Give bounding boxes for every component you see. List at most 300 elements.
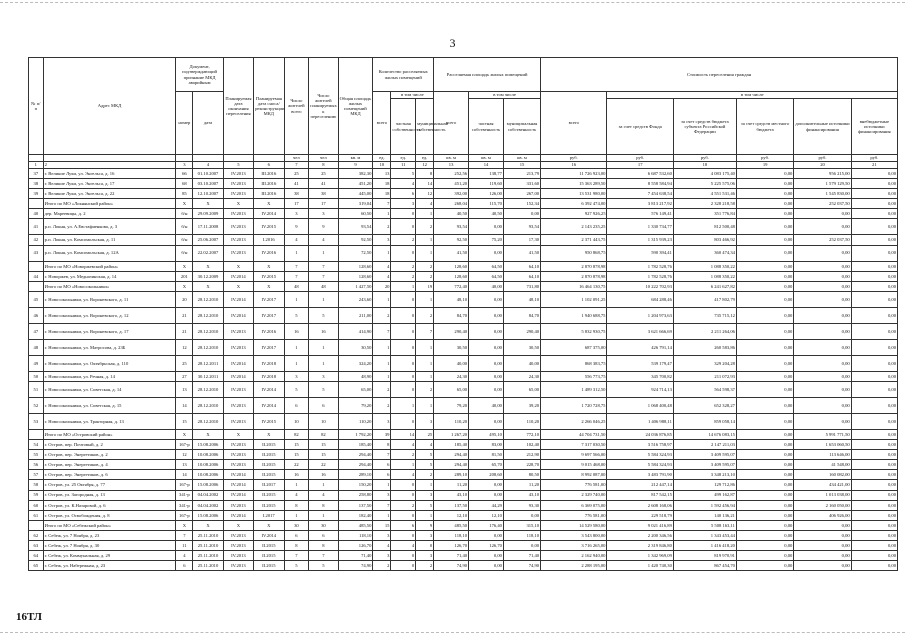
table-row-cell: 0,00 bbox=[851, 490, 897, 500]
table-row-cell: 92,50 bbox=[434, 235, 469, 245]
table-row-cell: 0,00 bbox=[469, 530, 504, 540]
table-row-cell: 128,60 bbox=[338, 261, 373, 271]
table-row-cell: 0,00 bbox=[794, 209, 851, 219]
table-row-cell: 2 bbox=[391, 271, 416, 281]
table-row-cell: 590 394,41 bbox=[607, 245, 673, 261]
table-row-cell: 63 bbox=[29, 540, 44, 550]
table-row-cell: 6 bbox=[284, 397, 309, 413]
table-row-cell: 0,00 bbox=[794, 413, 851, 429]
table-row-cell: г. Великие Луки, ул. Энгельса, д. 16 bbox=[43, 169, 176, 179]
table-row-cell: 22 bbox=[309, 460, 338, 470]
table-row-cell: 0,00 bbox=[736, 551, 793, 561]
table-row-cell: г. Остров, пер. Энергетиков, д. 4 bbox=[43, 460, 176, 470]
table-row-cell: 110,20 bbox=[338, 413, 373, 429]
table-row bbox=[29, 189, 898, 199]
table-row-cell: 1 bbox=[373, 480, 391, 490]
table-row-cell: 1 720 728,75 bbox=[541, 397, 607, 413]
table-row-cell: 01.10.2007 bbox=[193, 169, 223, 179]
table-row-cell: 68 bbox=[176, 179, 193, 189]
table-row-cell: 1 420 740,30 bbox=[607, 561, 673, 571]
table-row-cell: 0 bbox=[391, 381, 416, 397]
table-row-cell: 294,40 bbox=[338, 460, 373, 470]
table-row-cell: 0,00 bbox=[794, 355, 851, 371]
units-row-cell bbox=[29, 155, 44, 162]
table-row-cell: 11,20 bbox=[503, 480, 540, 490]
table-row-cell: 14 bbox=[416, 179, 434, 189]
table-row-cell: 113 646,00 bbox=[794, 450, 851, 460]
table-row-cell: 128,60 bbox=[338, 271, 373, 281]
table-row-cell: 7 bbox=[309, 551, 338, 561]
table-row-cell: 0 bbox=[391, 490, 416, 500]
table-row-cell: IV.2014 bbox=[254, 397, 284, 413]
table-row-cell: 1 bbox=[284, 245, 309, 261]
table-row-cell: 0,00 bbox=[469, 561, 504, 571]
table-row-cell: 0,00 bbox=[851, 520, 897, 530]
table-row-cell: IV.2013 bbox=[223, 450, 253, 460]
table-row-cell: 817 542,15 bbox=[607, 490, 673, 500]
table-row-cell: 15.08.2006 bbox=[193, 480, 223, 490]
table-row-cell: 118,10 bbox=[434, 530, 469, 540]
table-row-cell: 5 bbox=[309, 381, 338, 397]
table-row-cell: 260 583,86 bbox=[673, 339, 736, 355]
table-row-cell: 0 bbox=[391, 551, 416, 561]
table-row-cell: 15 bbox=[309, 450, 338, 460]
units-row-cell: руб. bbox=[851, 155, 897, 162]
table-row-cell: 0,00 bbox=[851, 307, 897, 323]
table-row-cell: Итого по МО «Новосокольники» bbox=[43, 281, 176, 291]
table-row-cell: 40 bbox=[29, 209, 44, 219]
table-row-cell: 0,00 bbox=[736, 520, 793, 530]
table-row-cell: 38 bbox=[309, 189, 338, 199]
relocation-register-table bbox=[28, 57, 898, 571]
table-row-cell: 2 bbox=[416, 219, 434, 235]
table-row-cell: IV.2013 bbox=[223, 530, 253, 540]
table-row-cell: 128,60 bbox=[434, 261, 469, 271]
table-row-cell: 20 bbox=[373, 281, 391, 291]
table-row-cell: 0,00 bbox=[736, 323, 793, 339]
table-row-cell: 1 bbox=[416, 480, 434, 490]
table-row-cell: 211 072,93 bbox=[673, 371, 736, 381]
table-row-cell: 64,50 bbox=[469, 261, 504, 271]
table-row-cell: 1 bbox=[416, 355, 434, 371]
table-row-cell: 213,79 bbox=[503, 169, 540, 179]
table-row-cell: 38 bbox=[29, 179, 44, 189]
table-row-cell: 5 508 163,11 bbox=[673, 520, 736, 530]
table-row-cell: 126,70 bbox=[469, 540, 504, 550]
table-row-cell: 2 288 195,00 bbox=[541, 561, 607, 571]
table-row-cell: 0,00 bbox=[736, 189, 793, 199]
table-row-cell: 176,40 bbox=[469, 520, 504, 530]
table-row-cell: 30 bbox=[284, 520, 309, 530]
table-row-cell: 1 102 091,25 bbox=[541, 291, 607, 307]
table-row-cell: 4 bbox=[373, 261, 391, 271]
table-row-cell: 62 bbox=[29, 530, 44, 540]
table-row-cell: 2 160 050,00 bbox=[794, 500, 851, 510]
table-row-cell: IV.2013 bbox=[223, 245, 253, 261]
table-row-cell: 5 bbox=[416, 450, 434, 460]
table-row-cell: 3 483 791,90 bbox=[607, 470, 673, 480]
table-row-cell: 6 bbox=[373, 470, 391, 480]
table-row-cell: 3 bbox=[373, 530, 391, 540]
table-row-cell: IV.2013 bbox=[223, 323, 253, 339]
header-doc-number: номер bbox=[176, 92, 193, 155]
table-row-cell: 85 bbox=[176, 189, 193, 199]
table-row-cell: 28.12.2011 bbox=[193, 355, 223, 371]
table-row-cell: 434 421,00 bbox=[794, 480, 851, 490]
table-row-cell: 1 782 528,76 bbox=[607, 271, 673, 281]
table-row-cell: 2 211 264,06 bbox=[673, 323, 736, 339]
table-row-cell: X bbox=[176, 281, 193, 291]
table-row-cell: 1 653 060,50 bbox=[794, 440, 851, 450]
table-row bbox=[29, 179, 898, 189]
table-row-cell: 119,60 bbox=[469, 179, 504, 189]
table-row-cell: IV.2013 bbox=[223, 219, 253, 235]
table-row-cell: II.2015 bbox=[254, 460, 284, 470]
table-row-cell: г. Себеж, ул. Набережная, д. 23 bbox=[43, 561, 176, 571]
table-row-cell: Итого по МО «Себежский район» bbox=[43, 520, 176, 530]
table-row-cell: 0,00 bbox=[851, 540, 897, 550]
table-row-cell: 3 bbox=[416, 530, 434, 540]
table-row-cell: 1 bbox=[373, 510, 391, 520]
table-row-cell: IV.2014 bbox=[223, 510, 253, 520]
table-row-cell: 11 726 923,00 bbox=[541, 169, 607, 179]
table-row-cell bbox=[29, 520, 44, 530]
table-row-cell: 3 bbox=[373, 235, 391, 245]
table-row-cell: 2 bbox=[416, 307, 434, 323]
table-row-cell: 25 bbox=[416, 429, 434, 439]
table-row bbox=[29, 480, 898, 490]
table-row-cell: 1 bbox=[284, 291, 309, 307]
table-row-cell: 48,10 bbox=[503, 291, 540, 307]
header-document: Документ, подтверждающий признание МКД аварийным bbox=[176, 58, 223, 92]
table-row-cell: 4 551 531,46 bbox=[673, 189, 736, 199]
table-row-cell: 39,20 bbox=[503, 397, 540, 413]
table-row-cell: IV.2013 bbox=[223, 540, 253, 550]
table-row-cell: 2 bbox=[391, 500, 416, 510]
table-row-cell: 74,90 bbox=[503, 561, 540, 571]
table-row-cell: 859 058,14 bbox=[673, 413, 736, 429]
table-row-cell: 2 870 878,98 bbox=[541, 261, 607, 271]
table-row-cell: 5 bbox=[284, 307, 309, 323]
table-row-cell: X bbox=[223, 429, 253, 439]
table-row-cell: г. Себеж, ул. 7 Ноября, д. 30 bbox=[43, 540, 176, 550]
table-row-cell: 25.11.2010 bbox=[193, 530, 223, 540]
table-row bbox=[29, 323, 898, 339]
table-row-cell: 18 bbox=[373, 189, 391, 199]
table-row-cell: 2 bbox=[416, 381, 434, 397]
table-row-cell: 4 bbox=[284, 235, 309, 245]
units-row-cell: кв. м bbox=[338, 155, 373, 162]
table-row-cell: 64,10 bbox=[503, 261, 540, 271]
table-row-cell: 1 bbox=[284, 355, 309, 371]
table-row-cell: 6 241 627,82 bbox=[673, 281, 736, 291]
table-row-cell: 5 bbox=[309, 561, 338, 571]
table-row-cell: 18 bbox=[373, 179, 391, 189]
table-row-cell: 0,00 bbox=[736, 429, 793, 439]
table-row-cell: IV.2016 bbox=[254, 245, 284, 261]
table-row-cell: 0,00 bbox=[736, 169, 793, 179]
table-row-cell: 1 bbox=[309, 510, 338, 520]
table-row-cell: 0,00 bbox=[736, 530, 793, 540]
table-row-cell: IV.2014 bbox=[254, 381, 284, 397]
table-row-cell: 65,00 bbox=[338, 381, 373, 397]
table-row-cell: 8 bbox=[284, 540, 309, 550]
table-row-cell: 0,00 bbox=[736, 490, 793, 500]
units-row-cell: чел bbox=[309, 155, 338, 162]
table-row-cell: 289,10 bbox=[434, 470, 469, 480]
column-index-row-cell: 14 bbox=[469, 162, 504, 169]
units-row-cell bbox=[254, 155, 284, 162]
table-row-cell: 38 bbox=[284, 189, 309, 199]
column-index-row-cell: 2 bbox=[43, 162, 176, 169]
table-row-cell: 1 bbox=[309, 245, 338, 261]
table-row-cell: 0,00 bbox=[503, 510, 540, 520]
table-row-cell: 2 bbox=[416, 261, 434, 271]
sheet-code: 16ТЛ bbox=[16, 611, 42, 623]
table-row-cell: IV.2013 bbox=[223, 381, 253, 397]
units-row-cell: руб. bbox=[736, 155, 793, 162]
table-row-cell: 0,00 bbox=[736, 460, 793, 470]
table-row-cell: 4 bbox=[416, 199, 434, 209]
table-row-cell: 4 bbox=[391, 470, 416, 480]
table-row-cell: 4 bbox=[391, 179, 416, 189]
table-row-cell: 24,30 bbox=[503, 371, 540, 381]
table-row-cell: г. Новосокольники, ул. Вороневского, д. 11 bbox=[43, 291, 176, 307]
table-row bbox=[29, 440, 898, 450]
table-row-cell: 3 348 213,10 bbox=[673, 470, 736, 480]
table-row-cell: 1 088 350,22 bbox=[673, 261, 736, 271]
table-row-cell: 2 bbox=[391, 235, 416, 245]
table-row-cell: 258,80 bbox=[338, 490, 373, 500]
table-row-cell: IV.2016 bbox=[254, 323, 284, 339]
table-row-cell: IV.2013 bbox=[223, 460, 253, 470]
table-row-cell: X bbox=[254, 281, 284, 291]
table-row-cell: 576 149,41 bbox=[607, 209, 673, 219]
table-row-cell: 126,70 bbox=[434, 540, 469, 550]
table-row-cell: б/н bbox=[176, 235, 193, 245]
table-row-cell: 1 bbox=[416, 245, 434, 261]
table-row-cell: 3 bbox=[391, 199, 416, 209]
table-row-cell: 1 068 400,48 bbox=[607, 397, 673, 413]
table-row-cell: 4 083 175,40 bbox=[673, 169, 736, 179]
table-row-cell: 39 bbox=[373, 429, 391, 439]
table-row-cell: 7 bbox=[373, 199, 391, 209]
table-row-cell: 13 bbox=[176, 381, 193, 397]
table-row-cell: 924 714,13 bbox=[607, 381, 673, 397]
table-row-cell: 208,60 bbox=[469, 470, 504, 480]
table-row-cell: 414,90 bbox=[338, 323, 373, 339]
table-row-cell: 1 416 418,20 bbox=[673, 540, 736, 550]
table-row-cell: 0,00 bbox=[736, 261, 793, 271]
table-row-cell: 1 bbox=[373, 339, 391, 355]
table-row-cell: г. Остров, пер. Энергетиков, д. 2 bbox=[43, 450, 176, 460]
header-cost-total: всего bbox=[541, 92, 607, 155]
table-row bbox=[29, 450, 898, 460]
table-row-cell: 80,50 bbox=[503, 470, 540, 480]
table-row-cell: 2 bbox=[416, 561, 434, 571]
table-row-cell: 0,00 bbox=[794, 307, 851, 323]
table-row-cell: г. Новосокольники, ул. Тракторная, д. 13 bbox=[43, 413, 176, 429]
table-row-cell: 0 bbox=[391, 355, 416, 371]
table-row-cell: 0,00 bbox=[794, 339, 851, 355]
table-row-cell: 20 bbox=[176, 291, 193, 307]
table-row-cell: 1 bbox=[416, 209, 434, 219]
table-row-cell: 0 bbox=[391, 480, 416, 490]
table-row-cell: 15 bbox=[373, 520, 391, 530]
table-row-cell: 40,50 bbox=[469, 209, 504, 219]
table-row-cell: 3 bbox=[373, 413, 391, 429]
table-row-cell: г. Остров, ул. 25 Октября, д. 77 bbox=[43, 480, 176, 490]
table-row-cell: IV.2014 bbox=[223, 480, 253, 490]
table-row-cell: 0,00 bbox=[851, 460, 897, 470]
table-row bbox=[29, 530, 898, 540]
bottom-dashed-border bbox=[0, 632, 905, 633]
units-row-cell: ед. bbox=[373, 155, 391, 162]
table-row-cell: 1 343 453,44 bbox=[673, 530, 736, 540]
table-row-cell: 0,00 bbox=[736, 470, 793, 480]
table-row-cell: 1 204 973,63 bbox=[607, 307, 673, 323]
units-row bbox=[29, 155, 898, 162]
table-row-cell: 0,00 bbox=[794, 291, 851, 307]
table-row-cell: б/н bbox=[176, 209, 193, 219]
table-row-cell: 29.09.2009 bbox=[193, 209, 223, 219]
table-row-cell: 5 bbox=[416, 460, 434, 470]
table-row-cell: 93,54 bbox=[503, 219, 540, 235]
table-row-cell: 25.11.2010 bbox=[193, 540, 223, 550]
table-row-cell: X bbox=[223, 520, 253, 530]
table-row-cell: 1 bbox=[373, 209, 391, 219]
table-row-cell: г. Новосокольники, ул. Вороневского, д. 12 bbox=[43, 307, 176, 323]
table-row-cell: 1 406 988,11 bbox=[607, 413, 673, 429]
table-row bbox=[29, 371, 898, 381]
table-row-cell: 3 bbox=[309, 371, 338, 381]
table-row bbox=[29, 261, 898, 271]
table-row-cell: 41 bbox=[284, 179, 309, 189]
table-row-cell: 294,40 bbox=[338, 450, 373, 460]
table-row-cell: 1 bbox=[416, 510, 434, 520]
table-row-cell: 74,90 bbox=[338, 561, 373, 571]
table-row-cell: 8 bbox=[309, 540, 338, 550]
table-row-cell: 0,00 bbox=[469, 371, 504, 381]
units-row-cell: ед. bbox=[416, 155, 434, 162]
table-row-cell: 115,70 bbox=[469, 199, 504, 209]
table-row-cell: 61 bbox=[29, 510, 44, 520]
table-row-cell: г. Остров, ул. К.Назаровой, д. 6 bbox=[43, 500, 176, 510]
table-row-cell: 9 697 566,00 bbox=[541, 450, 607, 460]
table-row-cell: 2 870 878,98 bbox=[541, 271, 607, 281]
table-row-cell: 40,00 bbox=[469, 281, 504, 291]
table-row-cell: 41,50 bbox=[434, 245, 469, 261]
table-row-cell: 15 bbox=[284, 440, 309, 450]
table-row-cell: 43,10 bbox=[434, 490, 469, 500]
table-row-cell: 5 225 575,06 bbox=[673, 179, 736, 189]
table-row-cell: 772,10 bbox=[503, 429, 540, 439]
table-row-cell: IV.2014 bbox=[223, 355, 253, 371]
table-row-cell: 14 bbox=[176, 470, 193, 480]
table-row-cell: 71,40 bbox=[338, 551, 373, 561]
table-row-cell: 16 464 130,75 bbox=[541, 281, 607, 291]
table-row-cell: 0,00 bbox=[736, 307, 793, 323]
header-address: Адрес МКД bbox=[43, 58, 176, 155]
table-row-cell: 294,40 bbox=[434, 460, 469, 470]
table-row-cell: 14 529 580,00 bbox=[541, 520, 607, 530]
header-local-budget: за счет средств местного бюджета bbox=[736, 99, 793, 155]
table-row-cell: р.п. Локня, ул. Комсомольская, д. 11 bbox=[43, 235, 176, 245]
header-rooms-total: всего bbox=[373, 92, 391, 155]
table-row-cell: 47 bbox=[29, 323, 44, 339]
units-row-cell: кв. м bbox=[503, 155, 540, 162]
table-row-cell: 6 bbox=[176, 561, 193, 571]
table-row-cell: 0,00 bbox=[794, 281, 851, 291]
table-row-cell: 0,00 bbox=[736, 355, 793, 371]
column-index-row-cell: 3 bbox=[176, 162, 193, 169]
table-row-cell: 8 bbox=[309, 500, 338, 510]
table-row-cell: 6 bbox=[373, 460, 391, 470]
table-row-cell: 83,00 bbox=[469, 440, 504, 450]
table-row-cell: IV.2018 bbox=[254, 371, 284, 381]
table-row-cell: 10.08.2006 bbox=[193, 460, 223, 470]
table-row-cell: 48 bbox=[284, 281, 309, 291]
table-row-cell: 9 bbox=[284, 219, 309, 235]
table-row-cell: 72,50 bbox=[338, 245, 373, 261]
table-row-cell: IV.2015 bbox=[254, 271, 284, 281]
table-row-cell: 3 516 758,97 bbox=[607, 440, 673, 450]
table-row-cell: 1 bbox=[373, 291, 391, 307]
table-row-cell: 451,20 bbox=[338, 179, 373, 189]
table-row-cell: 776 581,00 bbox=[541, 510, 607, 520]
table-row-cell: 950 868,75 bbox=[541, 245, 607, 261]
table-row-cell: 324,20 bbox=[338, 355, 373, 371]
table-row bbox=[29, 510, 898, 520]
table-row-cell: 7 317 030,50 bbox=[541, 440, 607, 450]
header-area-municipal: муниципальная собственность bbox=[503, 99, 540, 155]
table-row-cell: 0,00 bbox=[851, 355, 897, 371]
table-row-cell: 0,00 bbox=[851, 450, 897, 460]
table-row-cell: 1 bbox=[284, 480, 309, 490]
table-row-cell: 485,50 bbox=[434, 520, 469, 530]
table-row-cell: 7 bbox=[284, 551, 309, 561]
table-row bbox=[29, 470, 898, 480]
table-row-cell: II.2015 bbox=[254, 470, 284, 480]
table-row-cell: 66 bbox=[176, 169, 193, 179]
table-row-cell: 0,00 bbox=[736, 510, 793, 520]
table-row-cell: 1 592 456,94 bbox=[673, 500, 736, 510]
column-index-row-cell: 4 bbox=[193, 162, 223, 169]
units-row-cell: кв. м bbox=[469, 155, 504, 162]
table-row-cell: 11,20 bbox=[434, 480, 469, 490]
table-row-cell: 9 015 468,00 bbox=[541, 460, 607, 470]
units-row-cell: руб. bbox=[541, 155, 607, 162]
table-row-cell: IV.2018 bbox=[254, 355, 284, 371]
table-row-cell: 25.06.2007 bbox=[193, 235, 223, 245]
table-row-cell: 1 bbox=[416, 397, 434, 413]
table-row-cell: 341-р bbox=[176, 490, 193, 500]
header-fund: за счет средств Фонда bbox=[607, 99, 673, 155]
table-row-cell: 5 991 771,50 bbox=[794, 429, 851, 439]
table-row-cell: 5 bbox=[284, 561, 309, 571]
table-row-cell: 110,20 bbox=[434, 413, 469, 429]
table-row-cell: 0,00 bbox=[503, 540, 540, 550]
table-row-cell: 2 bbox=[373, 381, 391, 397]
table-row-cell: 3 bbox=[284, 209, 309, 219]
table-row-cell: 30,50 bbox=[503, 339, 540, 355]
table-row-cell: 1 bbox=[373, 371, 391, 381]
header-cost-including: в том числе bbox=[607, 92, 898, 99]
table-row-cell: 1 bbox=[416, 371, 434, 381]
table-row-cell: 25.11.2010 bbox=[193, 551, 223, 561]
table-row-cell: 315,10 bbox=[503, 520, 540, 530]
table-row-cell: 71,40 bbox=[503, 551, 540, 561]
